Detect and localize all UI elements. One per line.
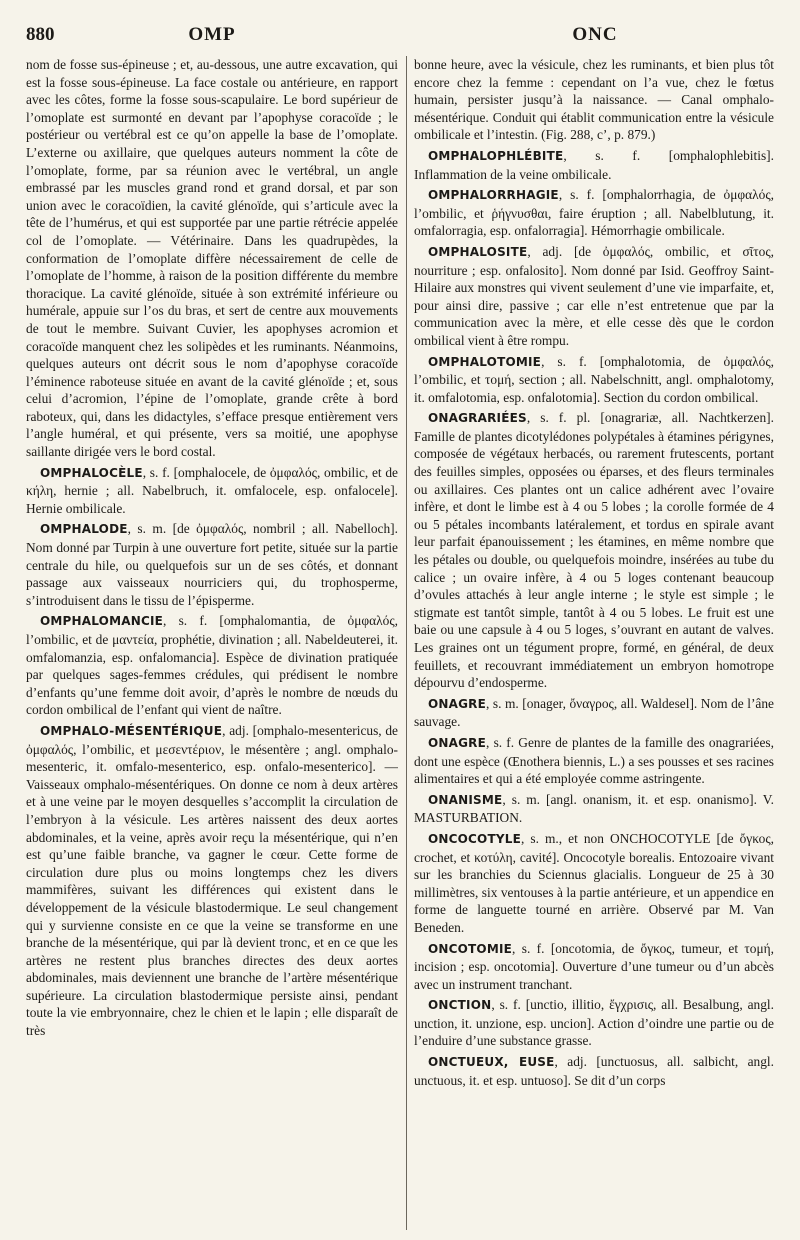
entry-headword: ONANISME: [428, 792, 503, 807]
dictionary-entry: [26, 722, 398, 1040]
entry-text: , s. f. [oncotomia, de ὄγκος, tumeur, et τομή, incision ; esp. oncotomia]. Ouverture d’une tumeur ou d’un abcès avec un instrument tranchant.: [414, 940, 774, 992]
dictionary-entry: [26, 520, 398, 609]
dictionary-entry: [26, 464, 398, 518]
entry-headword: OMPHALO-MÉSENTÉRIQUE: [40, 723, 223, 738]
dictionary-entry: [414, 830, 774, 937]
dictionary-entry: [414, 940, 774, 994]
entry-text: , s. f. [omphalotomia, de ὀμφαλός, l’ombilic, et τομή, section ; all. Nabelschnitt, angl. omphalotomy, it. omfalotomia, esp. onfalotomia]. Section du cordon ombilical.: [414, 353, 774, 405]
entry-text: , s. m. [onager, ὄναγρος, all. Waldesel]. Nom de l’âne sauvage.: [414, 695, 774, 730]
dictionary-entry: [414, 353, 774, 407]
entry-text: , adj. [omphalo-mesentericus, de ὀμφαλός, l’ombilic, et μεσεντέριον, le mésentère ; angl. omphalo-mesenteric, it. omfalo-mesenterico, esp. onfalo-mesenterico]. — Vaisseaux omphalo-mésentériques. On donne ce nom à deux artères et à une veine par le moyen desquelles s’accomplit la circulation de l’embryon à la vésicule. Les artères naissent des deux aortes abdominales, et la veine, après avoir reçu la mésentérique, qui n’en est qu’une faible branche, va gagner le cœur. Cette forme de circulation dure plus ou moins longtemps chez les divers mammifères, suivant les différences qui existent dans le développement de la vésicule blastodermique. Le seul changement qui y survienne consiste en ce que la veine se transforme en une branche de la mésentérique, qui par là devient tronc, et en ce que les artères ne restent plus branches directes des deux aortes abdominales, mais deviennent une branche de l’artère mésentérique supérieure. La circulation blastodermique persiste ainsi, pendant toute la vie embryonnaire, chez le chien et le lapin ; elle disparaît de très: [26, 722, 398, 1039]
left-column: [26, 56, 398, 1230]
text-columns: [26, 56, 774, 1230]
entry-headword: OMPHALOPHLÉBITE: [428, 148, 564, 163]
continuation-paragraph: nom de fosse sus-épineuse ; et, au-dessous, une autre excavation, qui est la fosse sous-épineuse. La face costale ou antérieure, en rapport avec les côtes, forme la fosse sous-scapulaire. Le bord supérieur de l’omoplate est surmonté en devant par l’apophyse coracoïde ; le postérieur ou vertébral est ce qu’on appelle la base de l’omoplate. L’externe ou axillaire, que quelques auteurs nomment la côte de l’omoplate, forme, par sa réunion avec le vertébral, un angle embrassé par les muscles grand rond et grand dorsal, et par son union avec le coracoïdien, la cavité glénoïde, qui s’articule avec la tête de l’humérus, et qui est supportée par une partie rétrécie appelée col de l’omoplate. — Vétérinaire. Dans les quadrupèdes, la conformation de l’omoplate diffère nécessairement de celle de l’omoplate de l’homme, à raison de la position différente du membre thoracique. La cavité glénoïde, située à son extrémité inférieure ou humérale, appuie sur l’os du bras, et sert de centre aux mouvements de tout le membre. Suivant Cuvier, les apophyses acromion et coracoïde manquent chez les solipèdes et les ruminants. Néanmoins, quelques auteurs ont décrit sous le nom d’apophyse coracoïde l’éminence raboteuse située en avant de la cavité glénoïde ; et, sous celui d’acromion, l’épine de l’omoplate, grande crête à bord raboteux, qui, dans les didactyles, s’efface presque entièrement vers l’angle huméral, et qui présente, vers sa moitié, une apophyse saillante dirigée vers le bord costal.: [26, 57, 398, 460]
entry-text: , s. f. pl. [onagrariæ, all. Nachtkerzen]. Famille de plantes dicotylédones polypétales à étamines périgynes, composée de végétaux herbacés, ou rarement frutescents, portant des feuilles simples, opposées ou éparses, et des fleurs terminales ou axillaires. Ces plantes ont un calice adhérent avec l’ovaire infère, et dont le limbe est à 4 ou 5 lobes ; la corolle formée de 4 ou 5 pétales incombants latéralement, et tordus en spirale avant leur parfait épanouissement ; les étamines, en même nombre que les pétales ou double, ou quelquefois moindre, insérées au tube du calice ; un ovaire infère, à 4 ou 5 loges contenant beaucoup d’ovules attachés à leur angle interne ; le style est simple ; le stigmate est tantôt simple, tantôt à 4 ou 5 lobes. Le fruit est une baie ou une capsule à 4 ou 5 loges, s’ouvrant en autant de valves. Les graines ont un tégument propre, formé, en général, de deux feuillets, et recouvrant immédiatement un embryon homotrope dépourvu d’endosperme.: [414, 410, 774, 691]
dictionary-entry: [414, 186, 774, 240]
right-running-heading: ONC: [572, 24, 618, 45]
page-number: 880: [26, 24, 55, 45]
entry-headword: ONCTION: [428, 998, 492, 1013]
entry-text: , s. f. [unctio, illitio, ἔγχρισις, all. Besalbung, angl. unction, it. unzione, esp. uncion]. Action d’oindre une partie ou de l’enduire d’une substance grasse.: [414, 997, 774, 1049]
entry-headword: OMPHALORRHAGIE: [428, 188, 559, 203]
entry-headword: OMPHALODE: [40, 522, 128, 537]
entry-text: , s. f. [omphalophlebitis]. Inflammation de la veine ombilicale.: [414, 147, 774, 182]
entry-headword: OMPHALOSITE: [428, 244, 528, 259]
continuation-paragraph: bonne heure, avec la vésicule, chez les ruminants, et bien plus tôt encore chez la femme : cependant on l’a vue, chez le fœtus humain, persister jusqu’à la naissance. — Canal omphalo-mésentérique. Conduit qui établit communication entre la vésicule ombilicale et l’intestin. (Fig. 288, c’, p. 879.): [414, 57, 774, 143]
column-divider: [406, 56, 407, 1230]
dictionary-entry: [26, 612, 398, 719]
dictionary-entry: [414, 147, 774, 183]
entry-text: , s. m., et non ONCHOCOTYLE [de ὄγκος, crochet, et κοτύλη, cavité]. Oncocotyle borealis. Entozoaire vivant sur les branchies du Sciennus glacialis. Longueur de 25 à 30 millimètres, six ventouses à la partie antérieure, et un appendice en forme de languette tourné en arrière. Observé par M. Van Beneden.: [414, 830, 774, 935]
entry-headword: ONAGRE: [428, 735, 487, 750]
dictionary-entry: [414, 695, 774, 731]
dictionary-entry: [414, 996, 774, 1050]
dictionary-entry: [414, 734, 774, 788]
entry-text: , s. m. [de ὀμφαλός, nombril ; all. Nabelloch]. Nom donné par Turpin à une ouverture fort petite, située sur la partie centrale du hile, ou quelquefois sur un de ses côtés, et donnant passage aux vaisseaux nourriciers qui, du trophosperme, s’introduisent dans le tissu de l’épisperme.: [26, 521, 398, 608]
entry-headword: ONAGRE: [428, 696, 487, 711]
entry-headword: OMPHALOMANCIE: [40, 614, 164, 629]
entry-text: , adj. [unctuosus, all. salbicht, angl. unctuous, it. et esp. untuoso]. Se dit d’un corps: [414, 1054, 774, 1088]
entry-headword: ONCOTOMIE: [428, 941, 513, 956]
dictionary-entry: [414, 243, 774, 350]
dictionary-entry: [414, 409, 774, 692]
entry-text: , adj. [de ὀμφαλός, ombilic, et σῖτος, nourriture ; esp. onfalosito]. Nom donné par Isid. Geoffroy Saint-Hilaire aux monstres qui vivent seulement d’une vie imparfaite, et, pour ainsi dire, passive ; car elle n’est entretenue que par la communication avec la mère, et elle cesse dès que le cordon ombilical vient à être rompu.: [414, 243, 774, 348]
entry-headword: OMPHALOTOMIE: [428, 354, 542, 369]
dictionary-entry: [414, 791, 774, 827]
left-running-heading: OMP: [188, 24, 236, 45]
entry-text: , s. f. [omphalorrhagia, de ὀμφαλός, l’ombilic, et ῥήγνυσθαι, faire éruption ; all. Nabelblutung, it. omfalorragia, esp. onfalorragia]. Hémorrhagie ombilicale.: [414, 187, 774, 239]
entry-headword: ONCTUEUX, EUSE: [428, 1055, 555, 1070]
entry-text: , s. f. Genre de plantes de la famille des onagrariées, dont une espèce (Œnothera biennis, L.) a ses pousses et ses racines alimentaires et qui a été employée comme astringente.: [414, 734, 774, 787]
entry-headword: OMPHALOCÈLE: [40, 465, 143, 480]
entry-text: , s. m. [angl. onanism, it. et esp. onanismo]. V. MASTURBATION.: [414, 791, 774, 826]
running-header: [26, 24, 774, 50]
dictionary-entry: [414, 1053, 774, 1089]
entry-headword: ONCOCOTYLE: [428, 831, 521, 846]
entry-headword: ONAGRARIÉES: [428, 411, 527, 426]
right-column: [414, 56, 774, 1230]
entry-text: , s. f. [omphalomantia, de ὀμφαλός, l’ombilic, et de μαντεία, prophétie, divination ; all. Nabeldeuterei, it. omfalomanzia, esp. onfalomancia]. Espèce de divination pratiquée par quelques sages-femmes crédules, qui prédisent le nombre d’enfants qu’une femme doit avoir, d’après le nombre de nœuds du cordon ombilical de l’enfant qui vient de naître.: [26, 613, 398, 718]
entry-text: , s. f. [omphalocele, de ὀμφαλός, ombilic, et de κήλη, hernie ; all. Nabelbruch, it. omfalocele, esp. onfalocele]. Hernie ombilicale.: [26, 464, 398, 516]
